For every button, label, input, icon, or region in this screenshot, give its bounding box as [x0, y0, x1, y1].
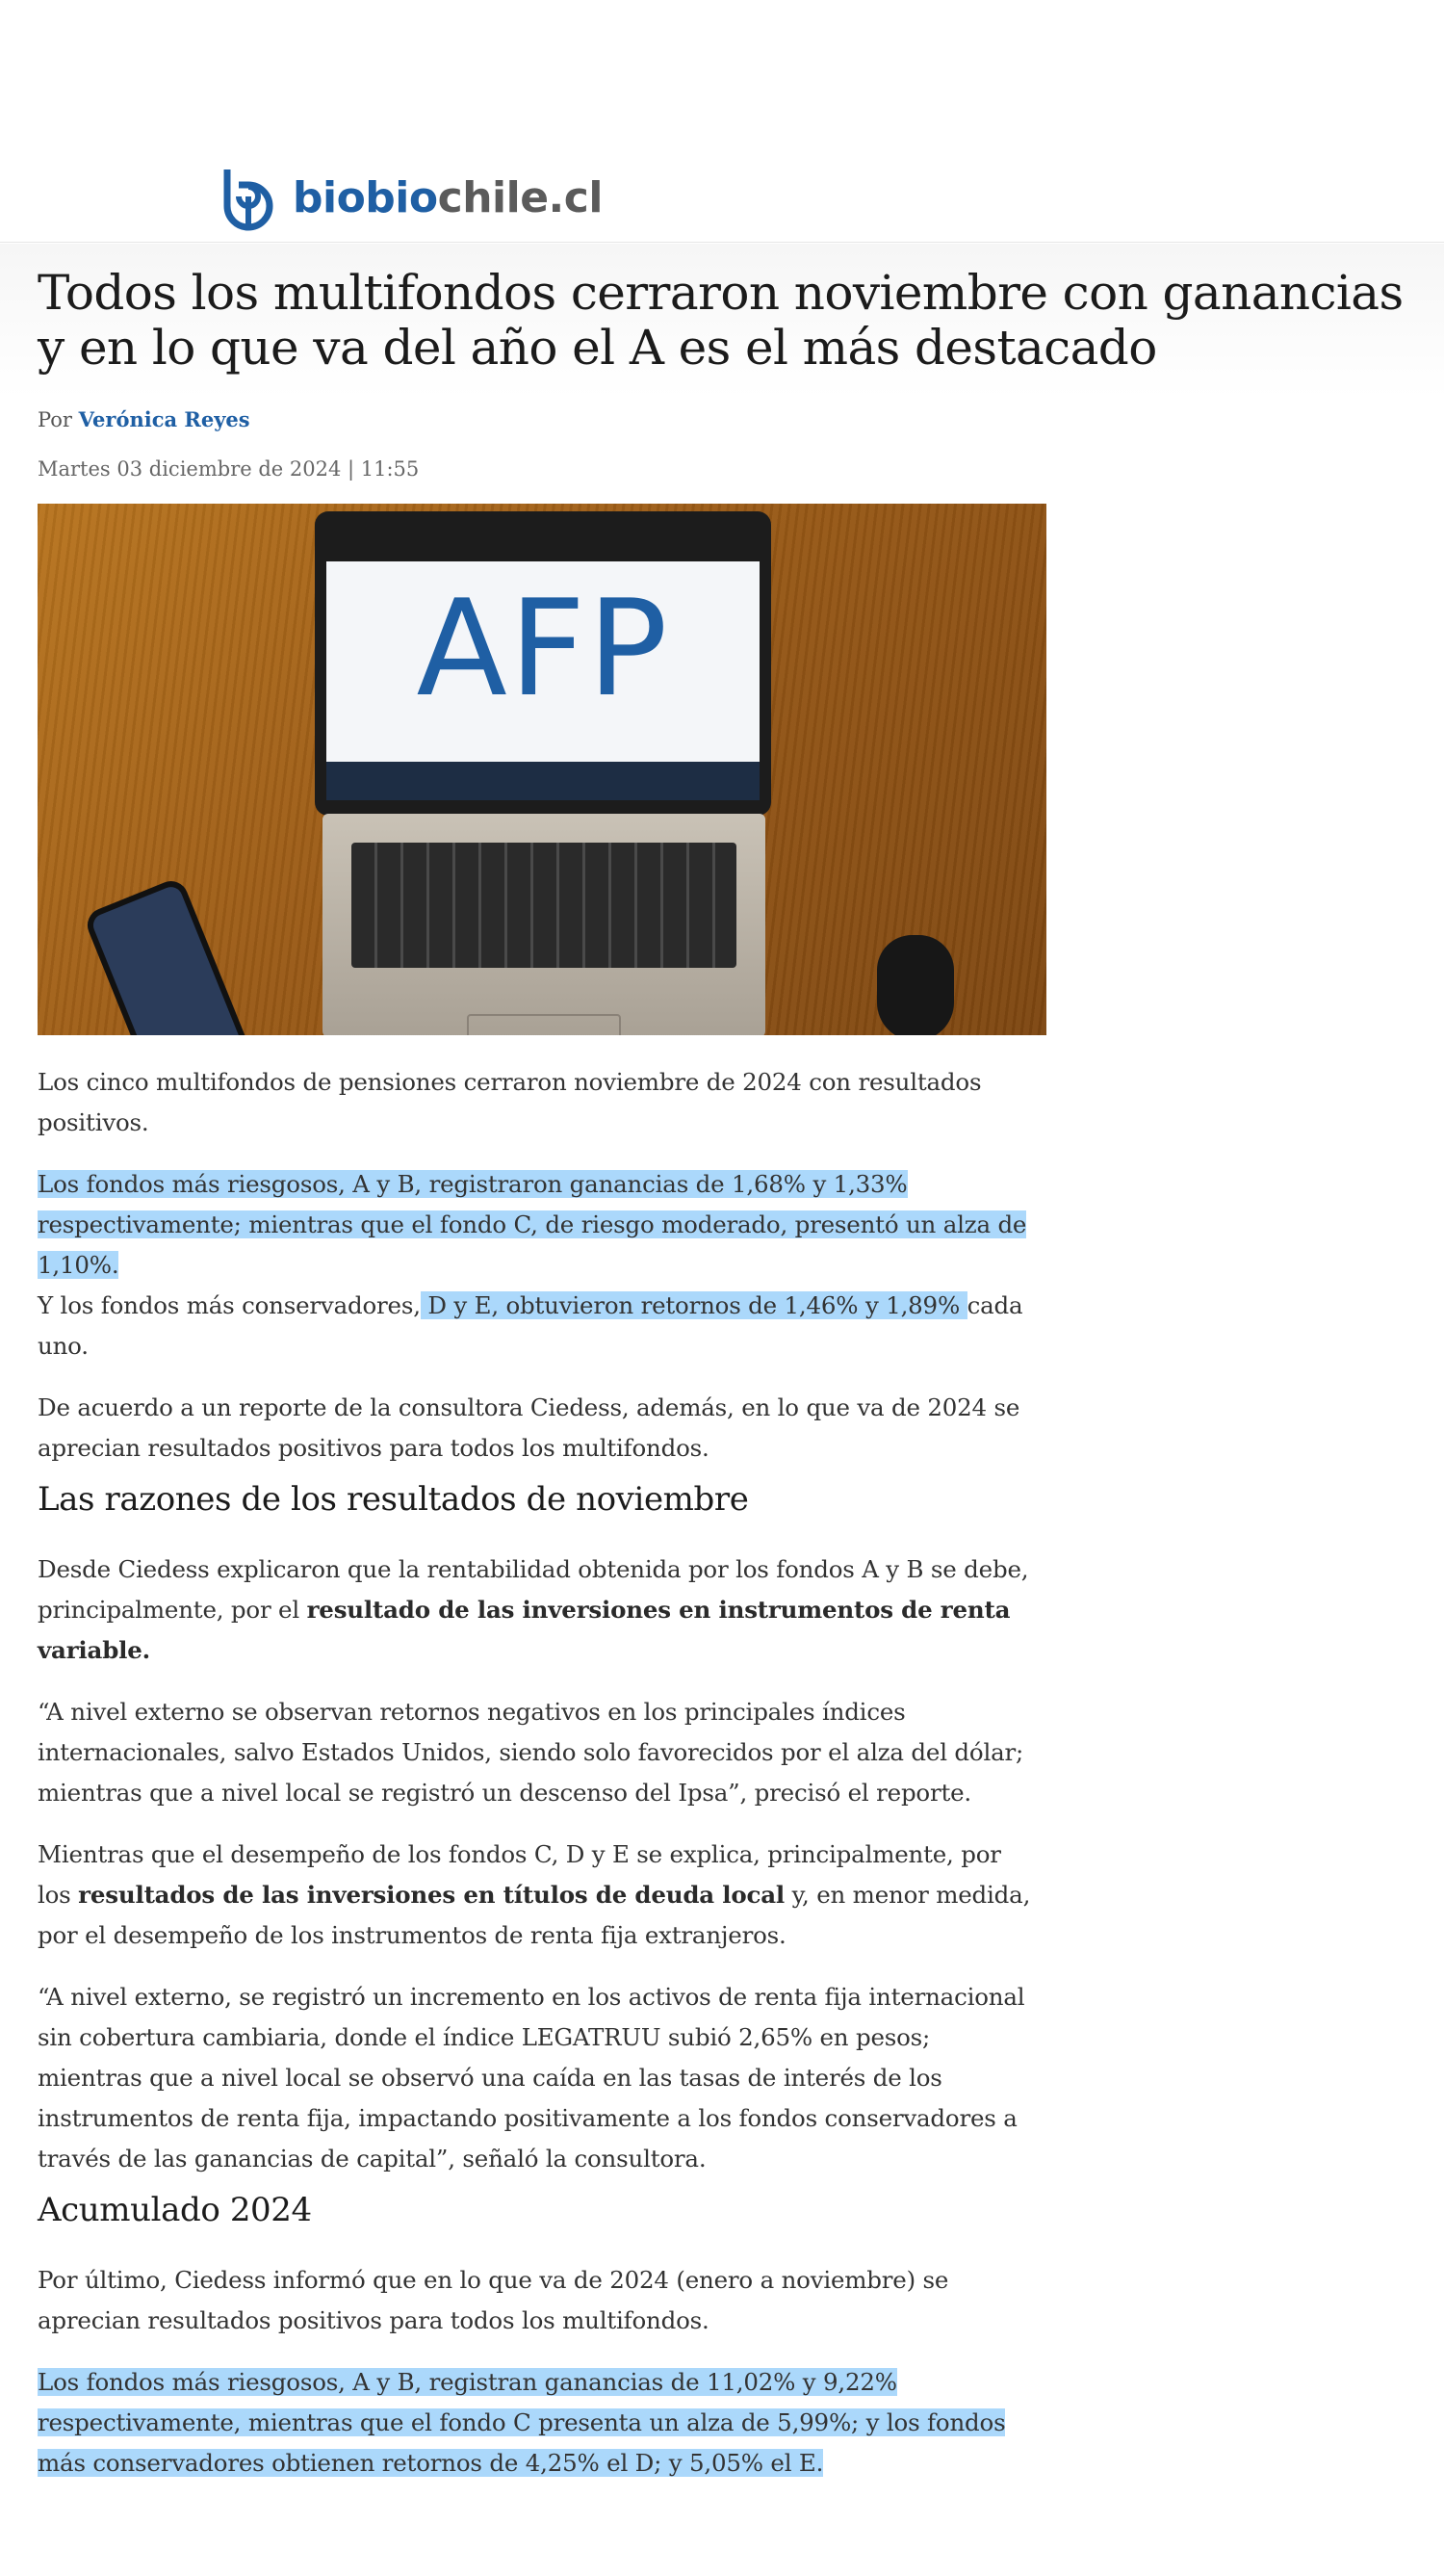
site-logo-text: [293, 173, 603, 222]
section-heading-razones: Las razones de los resultados de noviembre: [38, 1480, 749, 1519]
paragraph-text: cada uno.: [38, 1291, 1023, 1360]
paragraph-text: Y los fondos más conservadores,: [38, 1291, 421, 1319]
logo-text-chile: chile.cl: [437, 172, 603, 222]
article: [38, 265, 1404, 2484]
highlighted-text: D y E, obtuvieron retornos de 1,46% y 1,89%: [420, 1291, 967, 1319]
highlighted-text: Los fondos más riesgosos, A y B, registraron ganancias de 1,68% y 1,33% respectivamente; mientras que el fondo C, de riesgo moderado, presentó un alza de 1,10%.: [38, 1170, 1027, 1279]
paragraph-text: y, en menor medida, por el desempeño de los instrumentos de renta fija extranjeros.: [38, 1881, 1031, 1949]
highlighted-text: Los fondos más riesgosos, A y B, registran ganancias de 11,02% y 9,22% respectivamente, mientras que el fondo C presenta un alza de 5,99%; y los fondos más conservadores obtienen retornos de 4,25% el D; y 5,05% el E.: [38, 2368, 1006, 2477]
site-header: [0, 0, 1444, 243]
paragraph-acumulado-resultados: [38, 2362, 1039, 2484]
byline-prefix: Por: [38, 408, 72, 431]
biobio-logo-icon: [218, 164, 279, 231]
paragraph-text: Mientras que el desempeño de los fondos C, D y E se explica, principalmente, por los: [38, 1840, 1001, 1909]
paragraph-fondos-a-b: [38, 1549, 1039, 1671]
site-logo-link[interactable]: [218, 159, 603, 236]
computer-mouse: [877, 935, 954, 1035]
paragraph-noviembre-conservadores: [38, 1286, 1039, 1366]
paragraph-quote-externo: “A nivel externo se observan retornos negativos en los principales índices internacionales, salvo Estados Unidos, siendo solo favorecidos por el alza del dólar; mientras que a nivel local se registró un descenso del Ipsa”, precisó el reporte.: [38, 1698, 1024, 1807]
paragraph-intro: Los cinco multifondos de pensiones cerraron noviembre de 2024 con resultados positivos.: [38, 1068, 982, 1136]
laptop-taskbar: [326, 762, 760, 800]
paragraph-ciedess-report: De acuerdo a un reporte de la consultora Ciedess, además, en lo que va de 2024 se aprecian resultados positivos para todos los multifondos.: [38, 1393, 1020, 1462]
paragraph-acumulado-intro: Por último, Ciedess informó que en lo que va de 2024 (enero a noviembre) se aprecian resultados positivos para todos los multifondos.: [38, 2266, 949, 2334]
article-headline: Todos los multifondos cerraron noviembre con ganancias y en lo que va del año el A es el más destacado: [38, 265, 1404, 376]
logo-text-bio: biobio: [293, 172, 438, 222]
publish-date: Martes 03 diciembre de 2024 | 11:55: [38, 457, 420, 481]
laptop-keyboard: [351, 843, 736, 968]
paragraph-quote-renta-fija: “A nivel externo, se registró un incremento en los activos de renta fija internacional sin cobertura cambiaria, donde el índice LEGATRUU subió 2,65% en pesos; mientras que a nivel local se observó una caída en las tasas de interés de los instrumentos de renta fija, impactando positivamente a los fondos conservadores a través de las ganancias de capital”, señaló la consultora.: [38, 1983, 1025, 2173]
article-body: [38, 1062, 1039, 2484]
smartphone: [83, 876, 253, 1035]
paragraph-text: Desde Ciedess explicaron que la rentabilidad obtenida por los fondos A y B se debe, principalmente, por el: [38, 1555, 1029, 1624]
section-heading-acumulado: Acumulado 2024: [38, 2191, 312, 2229]
paragraph-noviembre-riesgosos: [38, 1164, 1039, 1286]
bold-text: resultados de las inversiones en títulos de deuda local: [78, 1881, 786, 1909]
image-afp-text: AFP: [416, 571, 670, 726]
laptop-touchpad: [467, 1014, 621, 1035]
hero-image: [38, 504, 1046, 1035]
byline: [38, 407, 1039, 431]
author-link[interactable]: Verónica Reyes: [78, 407, 250, 431]
bold-text: resultado de las inversiones en instrumentos de renta variable.: [38, 1596, 1011, 1664]
paragraph-fondos-c-d-e: [38, 1834, 1039, 1956]
